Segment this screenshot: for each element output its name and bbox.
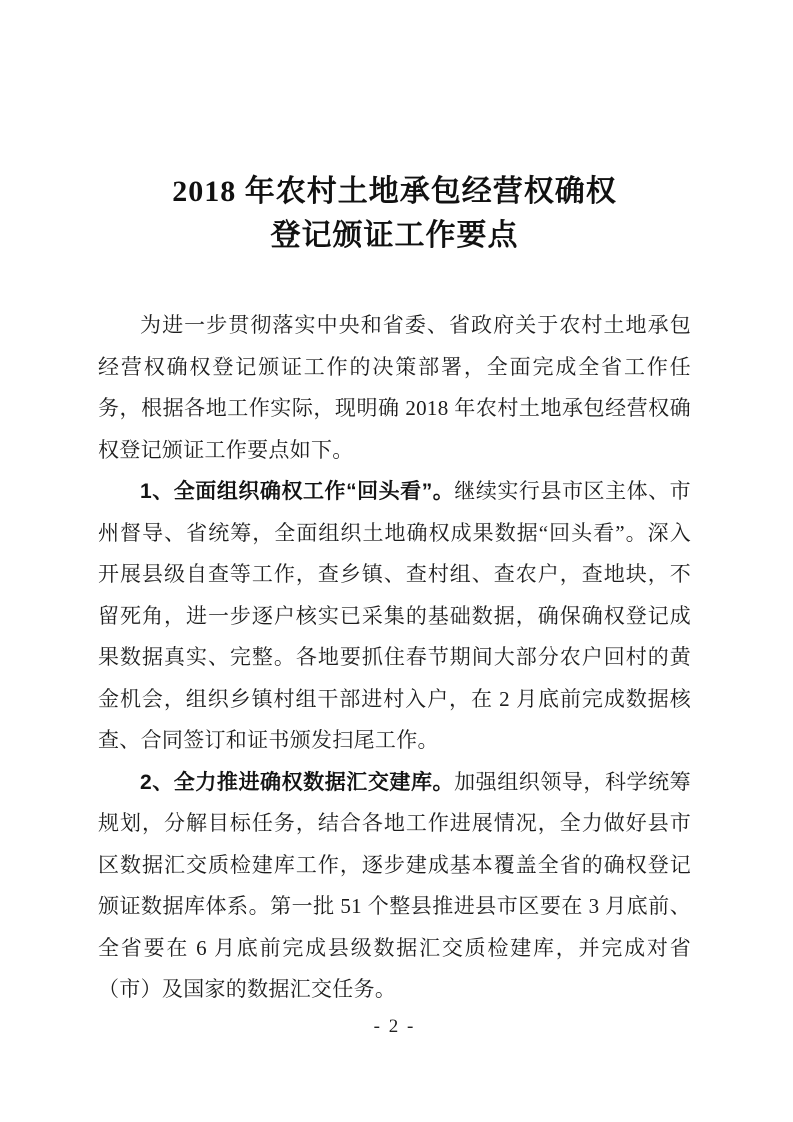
page-number: - 2 -: [373, 1015, 416, 1037]
section-2-text: 加强组织领导，科学统筹规划，分解目标任务，结合各地工作进展情况，全力做好县市区数据汇交质检建库工作，逐步建成基本覆盖全省的确权登记颁证数据库体系。第一批 51 个整县推进县市区要在 3 月底前、全省要在 6 月底前完成县级数据汇交质检建库，并完成对省（市）及国家的数据汇交任务。: [98, 769, 691, 1001]
page-footer: [98, 1016, 691, 1038]
paragraph-section-1: [98, 471, 691, 762]
section-1-text: 继续实行县市区主体、市州督导、省统筹，全面组织土地确权成果数据“回头看”。深入开展县级自查等工作，查乡镇、查村组、查农户，查地块，不留死角，进一步逐户核实已采集的基础数据，确保确权登记成果数据真实、完整。各地要抓住春节期间大部分农户回村的黄金机会，组织乡镇村组干部进村入户，在 2 月底前完成数据核查、合同签订和证书颁发扫尾工作。: [98, 479, 691, 752]
paragraph-section-2: [98, 762, 691, 1011]
title-line-1: 2018 年农村土地承包经营权确权: [172, 175, 617, 208]
section-1-heading: 1、全面组织确权工作“回头看”。: [140, 480, 455, 503]
document-body: [98, 305, 691, 1011]
section-2-heading: 2、全力推进确权数据汇交建库。: [140, 770, 455, 794]
document-title: [98, 170, 691, 258]
paragraph-intro: [98, 305, 691, 471]
title-line-2: 登记颁证工作要点: [270, 219, 519, 252]
paragraph-intro-text: 为进一步贯彻落实中央和省委、省政府关于农村土地承包经营权确权登记颁证工作的决策部署，全面完成全省工作任务，根据各地工作实际，现明确 2018 年农村土地承包经营权确权登记颁证工作要点如下。: [98, 313, 691, 462]
